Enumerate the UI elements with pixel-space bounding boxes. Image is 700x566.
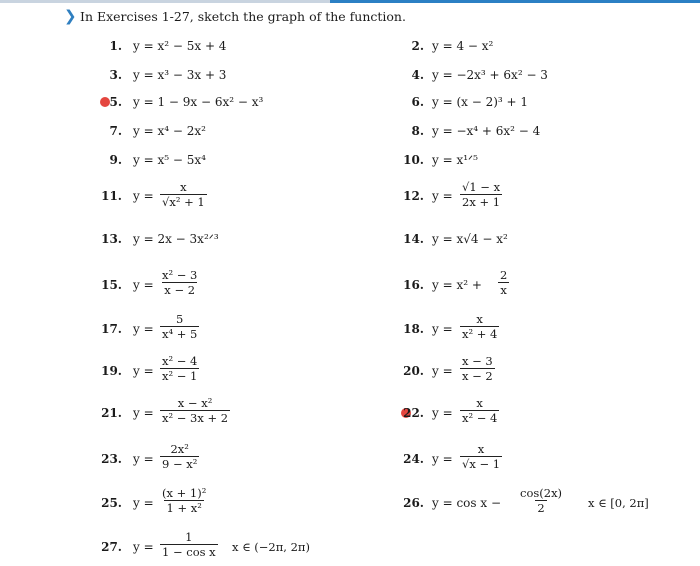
- exercise-number: 16.: [403, 278, 424, 292]
- exercise-number: 24.: [403, 452, 424, 466]
- numerator: cos(2x): [520, 486, 563, 500]
- exercise-number: 22.: [403, 406, 424, 420]
- instruction-text: In Exercises 1-27, sketch the graph of the function.: [80, 9, 406, 24]
- fraction: [160, 486, 208, 515]
- exercise-number: 2.: [411, 39, 424, 53]
- equation: y = cos x −: [432, 496, 502, 510]
- denominator: x⁴ + 5: [162, 327, 198, 341]
- exercise-number: 23.: [101, 452, 122, 466]
- exercise-number: 19.: [101, 364, 122, 378]
- denominator: x² − 4: [462, 411, 498, 425]
- exercise-number: 10.: [403, 153, 424, 167]
- numerator: x − x²: [177, 396, 213, 410]
- equation: y = x² +: [432, 278, 482, 292]
- lhs: y =: [133, 278, 154, 292]
- equation: y = −x⁴ + 6x² − 4: [432, 124, 541, 138]
- denominator: x − 2: [164, 283, 196, 297]
- domain-constraint: x ∈ (−2π, 2π): [232, 540, 310, 554]
- denominator: x² − 3x + 2: [162, 411, 229, 425]
- numerator: √1 − x: [462, 180, 501, 194]
- numerator: x² − 4: [162, 354, 198, 368]
- numerator: 1: [185, 530, 193, 544]
- chevron-right-icon: ❯: [64, 7, 77, 25]
- numerator: x − 3: [462, 354, 493, 368]
- denominator: 2: [537, 501, 545, 515]
- lhs: y =: [133, 322, 154, 336]
- exercise-number: 20.: [403, 364, 424, 378]
- denominator: 1 − cos x: [162, 545, 216, 559]
- numerator: x: [180, 180, 187, 194]
- exercise-number: 7.: [109, 124, 122, 138]
- fraction: [160, 442, 199, 471]
- denominator: 9 − x²: [162, 457, 198, 471]
- exercise-number: 21.: [101, 406, 122, 420]
- exercise-number: 5.: [109, 95, 122, 109]
- equation: y = (x − 2)³ + 1: [432, 95, 529, 109]
- equation: y = 4 − x²: [432, 39, 494, 53]
- denominator: √x − 1: [462, 457, 501, 471]
- numerator: 2: [500, 268, 508, 282]
- exercise-number: 11.: [101, 189, 122, 203]
- equation: y = x√4 − x²: [432, 232, 508, 246]
- fraction: [160, 268, 199, 297]
- exercise-number: 14.: [403, 232, 424, 246]
- denominator: x: [500, 283, 507, 297]
- exercise-number: 15.: [101, 278, 122, 292]
- lhs: y =: [133, 189, 154, 203]
- lhs: y =: [432, 189, 453, 203]
- exercise-number: 1.: [109, 39, 122, 53]
- lhs: y =: [133, 540, 154, 554]
- numerator: (x + 1)²: [162, 486, 207, 500]
- fraction: [460, 312, 499, 341]
- denominator: x² − 1: [162, 369, 198, 383]
- exercise-number: 3.: [109, 68, 122, 82]
- top-rule-accent: [330, 0, 700, 3]
- fraction: [160, 180, 207, 209]
- lhs: y =: [432, 406, 453, 420]
- fraction: [160, 354, 199, 383]
- denominator: 2x + 1: [462, 195, 501, 209]
- equation: y = 2x − 3x²ᐟ³: [133, 232, 219, 246]
- numerator: 5: [176, 312, 184, 326]
- numerator: x: [476, 312, 483, 326]
- equation: y = x³ − 3x + 3: [133, 68, 227, 82]
- domain-constraint: x ∈ [0, 2π]: [588, 496, 649, 510]
- fraction: [160, 396, 230, 425]
- exercise-number: 17.: [101, 322, 122, 336]
- lhs: y =: [432, 322, 453, 336]
- denominator: x − 2: [462, 369, 493, 383]
- fraction: [518, 486, 564, 515]
- exercise-number: 25.: [101, 496, 122, 510]
- fraction: [460, 442, 502, 471]
- exercise-number: 8.: [411, 124, 424, 138]
- lhs: y =: [133, 364, 154, 378]
- exercise-number: 12.: [403, 189, 424, 203]
- denominator: √x² + 1: [162, 195, 205, 209]
- fraction: [460, 354, 495, 383]
- numerator: x² − 3: [162, 268, 198, 282]
- fraction: [460, 396, 499, 425]
- exercise-number: 18.: [403, 322, 424, 336]
- fraction: [460, 180, 502, 209]
- equation: y = x² − 5x + 4: [133, 39, 227, 53]
- equation: y = x¹ᐟ⁵: [432, 153, 478, 167]
- exercise-number: 4.: [411, 68, 424, 82]
- fraction: [160, 530, 218, 559]
- lhs: y =: [133, 406, 154, 420]
- equation: y = −2x³ + 6x² − 3: [432, 68, 548, 82]
- exercise-number: 13.: [101, 232, 122, 246]
- denominator: x² + 4: [462, 327, 498, 341]
- lhs: y =: [133, 496, 154, 510]
- exercise-number: 9.: [109, 153, 122, 167]
- equation: y = 1 − 9x − 6x² − x³: [133, 95, 264, 109]
- lhs: y =: [432, 364, 453, 378]
- lhs: y =: [432, 452, 453, 466]
- lhs: y =: [133, 452, 154, 466]
- denominator: 1 + x²: [166, 501, 202, 515]
- numerator: x: [477, 442, 485, 456]
- exercise-number: 26.: [403, 496, 424, 510]
- fraction: [498, 268, 509, 297]
- equation: y = x⁵ − 5x⁴: [133, 153, 206, 167]
- equation: y = x⁴ − 2x²: [133, 124, 206, 138]
- exercise-number: 6.: [411, 95, 424, 109]
- numerator: x: [476, 396, 483, 410]
- numerator: 2x²: [170, 442, 189, 456]
- fraction: [160, 312, 199, 341]
- exercise-number: 27.: [101, 540, 122, 554]
